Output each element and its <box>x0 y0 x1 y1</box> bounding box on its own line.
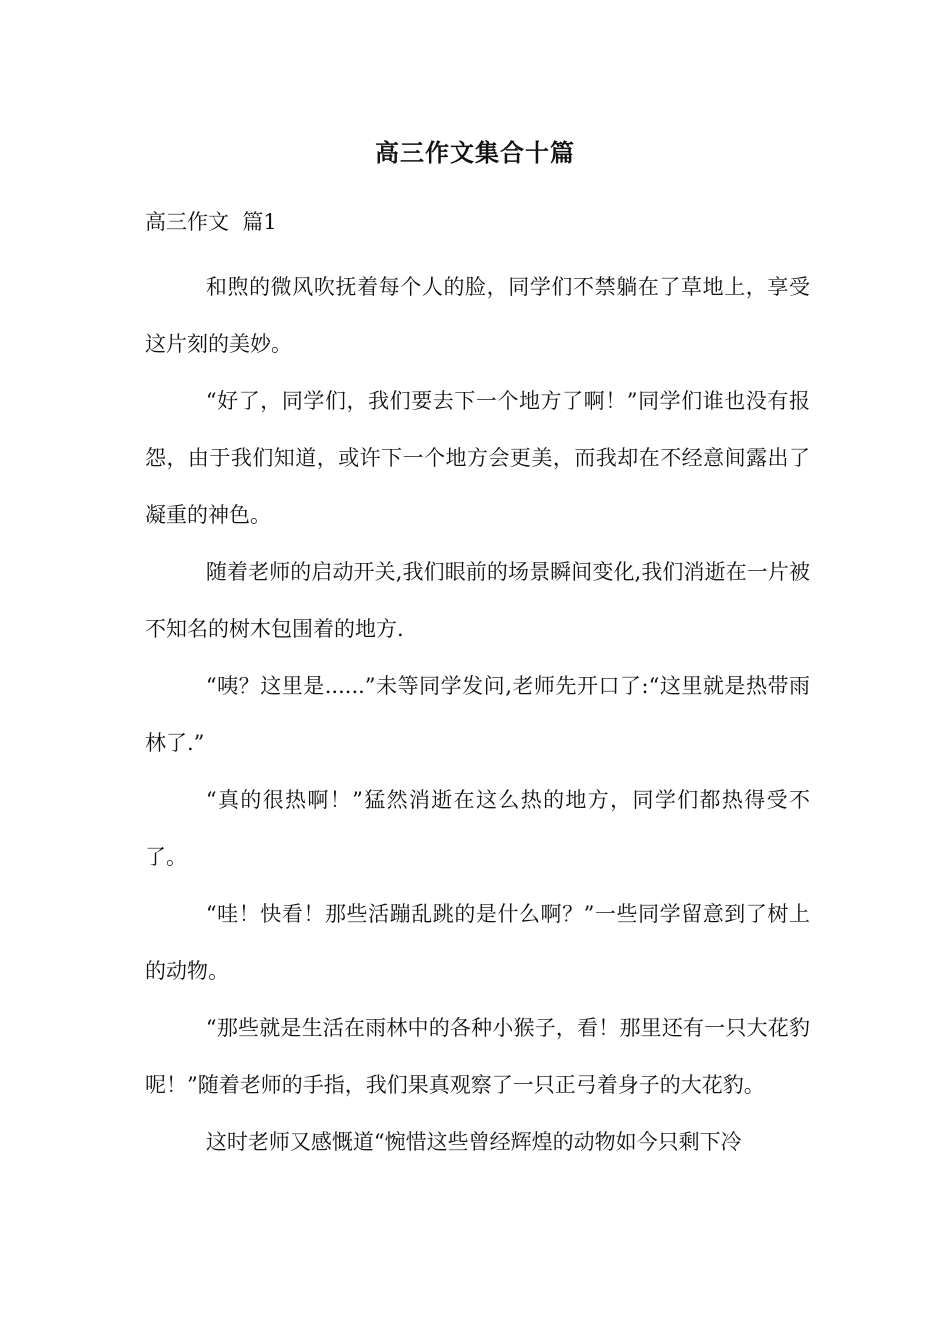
paragraph: 这时老师又感慨道“惋惜这些曾经辉煌的动物如今只剩下冷 <box>205 1130 742 1154</box>
document-title: 高三作文集合十篇 <box>375 138 575 167</box>
paragraph: 和煦的微风吹抚着每个人的脸，同学们不禁躺在了草地上，享受这片刻的美妙。 <box>145 275 810 356</box>
body-text <box>145 259 810 1171</box>
paragraph: “咦？这里是......”未等同学发问,老师先开口了:“这里就是热带雨林了.” <box>145 674 810 755</box>
paragraph: “哇！快看！那些活蹦乱跳的是什么啊？”一些同学留意到了树上的动物。 <box>145 902 810 983</box>
paragraph: “真的很热啊！”猛然消逝在这么热的地方，同学们都热得受不了。 <box>145 788 810 869</box>
paragraph: “好了，同学们，我们要去下一个地方了啊！”同学们谁也没有报怨，由于我们知道，或许下一个地方会更美，而我却在不经意间露出了凝重的神色。 <box>145 389 810 527</box>
section-heading: 高三作文 篇1 <box>145 210 277 234</box>
paragraph: 随着老师的启动开关,我们眼前的场景瞬间变化,我们消逝在一片被不知名的树木包围着的地方. <box>145 560 810 641</box>
paragraph: “那些就是生活在雨林中的各种小猴子，看！那里还有一只大花豹呢！”随着老师的手指，我们果真观察了一只正弓着身子的大花豹。 <box>145 1016 810 1097</box>
